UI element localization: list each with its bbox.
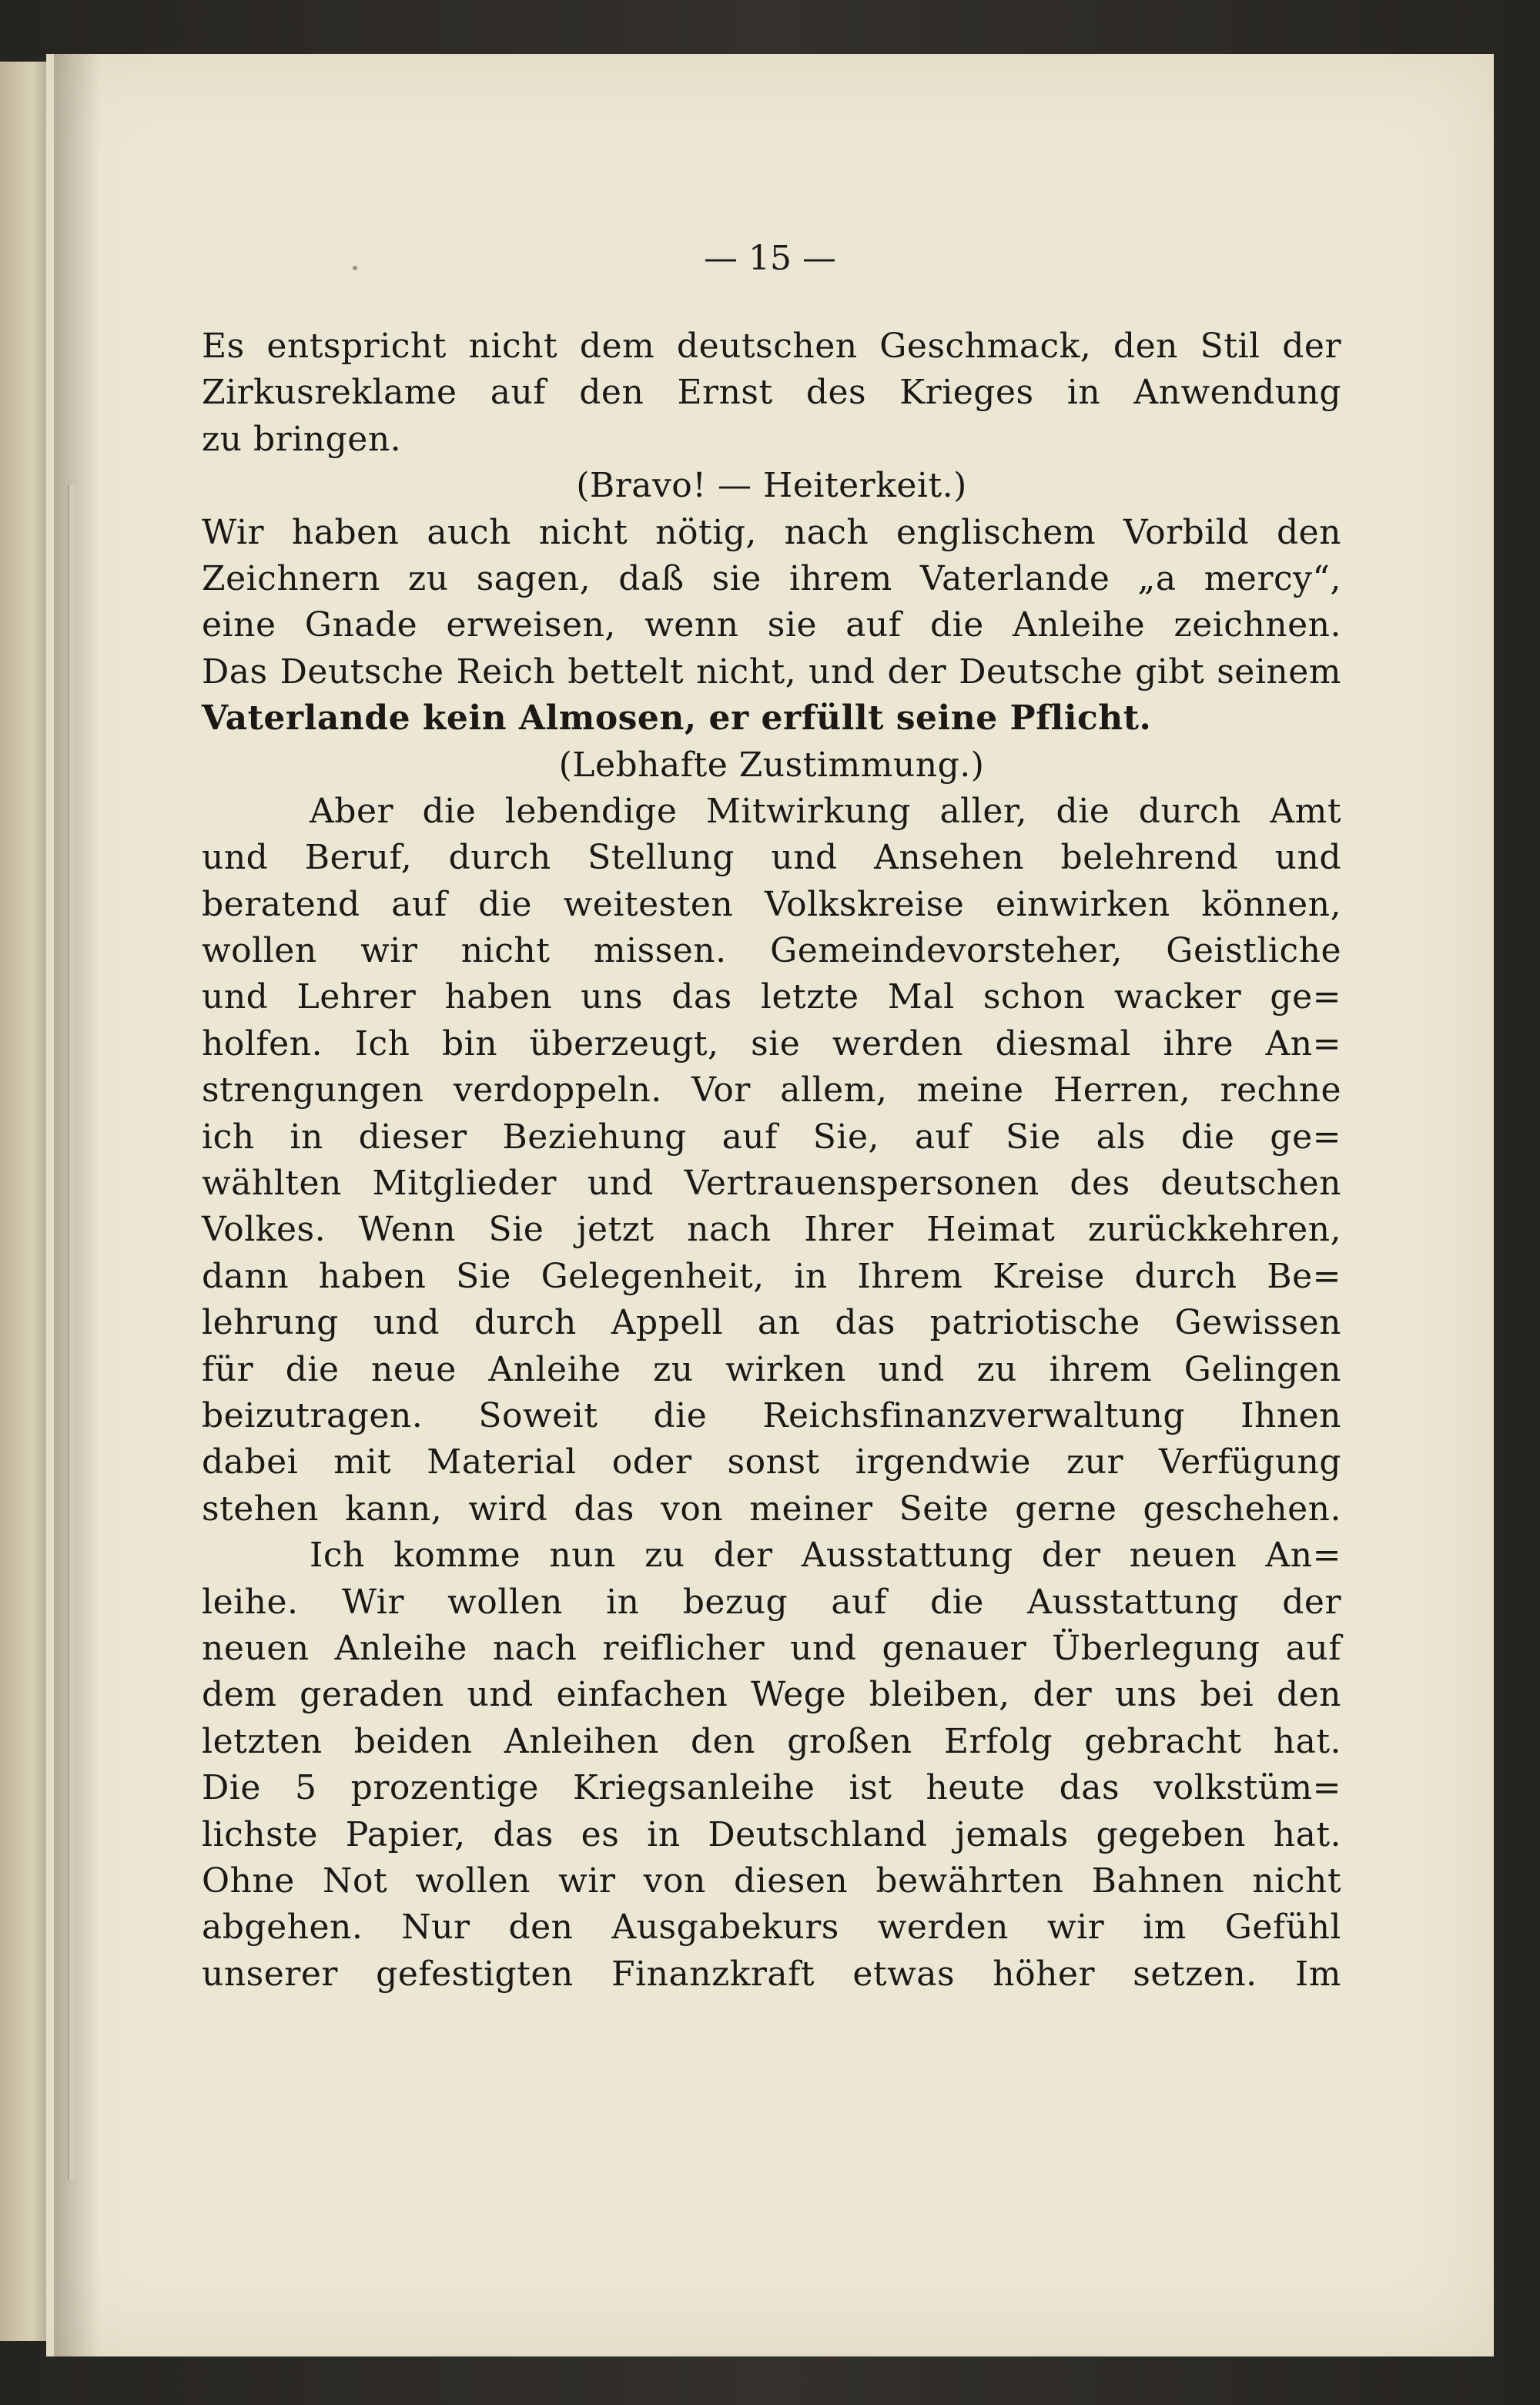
text-line: Wir haben auch nicht nötig, nach englischem Vorbild den bbox=[202, 512, 1341, 552]
text-line: wählten Mitglieder und Vertrauenspersonen des deutschen bbox=[202, 1164, 1341, 1204]
text-line: beratend auf die weitesten Volkskreise einwirken können, bbox=[202, 884, 1341, 924]
binding-gutter bbox=[54, 54, 100, 2356]
text-line: dem geraden und einfachen Wege bleiben, der uns bei den bbox=[202, 1675, 1341, 1715]
text-line: stehen kann, wird das von meiner Seite gerne geschehen. bbox=[202, 1489, 1341, 1529]
text-line: Ich komme nun zu der Ausstattung der neuen An= bbox=[310, 1536, 1341, 1576]
text-line: ich in dieser Beziehung auf Sie, auf Sie als die ge= bbox=[202, 1117, 1341, 1157]
text-line: unserer gefestigten Finanzkraft etwas höher setzen. Im bbox=[202, 1954, 1341, 1994]
interjection: (Bravo! — Heiterkeit.) bbox=[576, 466, 967, 506]
text-line: neuen Anleihe nach reiflicher und genauer Überlegung auf bbox=[202, 1628, 1341, 1668]
text-line: für die neue Anleihe zu wirken und zu ihrem Gelingen bbox=[202, 1349, 1341, 1389]
text-line: und Lehrer haben uns das letzte Mal schon wacker ge= bbox=[202, 977, 1341, 1017]
text-line: Ohne Not wollen wir von diesen bewährten Bahnen nicht bbox=[202, 1861, 1341, 1901]
text-line: strengungen verdoppeln. Vor allem, meine Herren, rechne bbox=[202, 1070, 1341, 1110]
text-line: Volkes. Wenn Sie jetzt nach Ihrer Heimat zurückkehren, bbox=[202, 1210, 1341, 1250]
text-line: Das Deutsche Reich bettelt nicht, und der Deutsche gibt seinem bbox=[202, 651, 1341, 692]
text-line: beizutragen. Soweit die Reichsfinanzverwaltung Ihnen bbox=[202, 1395, 1341, 1435]
body-text bbox=[202, 323, 1341, 1998]
text-line: holfen. Ich bin überzeugt, sie werden diesmal ihre An= bbox=[202, 1023, 1341, 1063]
text-line: Zirkusreklame auf den Ernst des Krieges in Anwendung bbox=[202, 373, 1341, 413]
text-line: lichste Papier, das es in Deutschland jemals gegeben hat. bbox=[202, 1814, 1341, 1854]
text-line: dann haben Sie Gelegenheit, in Ihrem Kreise durch Be= bbox=[202, 1256, 1341, 1296]
page-number: — 15 — bbox=[704, 239, 836, 278]
text-line: eine Gnade erweisen, wenn sie auf die Anleihe zeichnen. bbox=[202, 605, 1341, 645]
text-line: letzten beiden Anleihen den großen Erfolg gebracht hat. bbox=[202, 1721, 1341, 1761]
text-line: lehrung und durch Appell an das patriotische Gewissen bbox=[202, 1303, 1341, 1343]
text-line: leihe. Wir wollen in bezug auf die Ausstattung der bbox=[202, 1582, 1341, 1622]
text-line: Zeichnern zu sagen, daß sie ihrem Vaterlande „a mercy“, bbox=[202, 558, 1341, 598]
text-line: Es entspricht nicht dem deutschen Geschmack, den Stil der bbox=[202, 327, 1341, 366]
text-line: Vaterlande kein Almosen, er erfüllt seine Pflicht. bbox=[202, 698, 1152, 739]
text-line: abgehen. Nur den Ausgabekurs werden wir im Gefühl bbox=[202, 1908, 1341, 1948]
text-line: Aber die lebendige Mitwirkung aller, die durch Amt bbox=[310, 791, 1341, 831]
text-line: wollen wir nicht missen. Gemeindevorsteher, Geistliche bbox=[202, 931, 1341, 971]
interjection: (Lebhafte Zustimmung.) bbox=[558, 745, 985, 785]
binding-thread bbox=[68, 485, 74, 2179]
text-line: zu bringen. bbox=[202, 419, 402, 459]
text-line: dabei mit Material oder sonst irgendwie zur Verfügung bbox=[202, 1442, 1341, 1482]
text-line: Die 5 prozentige Kriegsanleihe ist heute das volkstüm= bbox=[202, 1768, 1341, 1808]
text-line: und Beruf, durch Stellung und Ansehen belehrend und bbox=[202, 838, 1341, 878]
